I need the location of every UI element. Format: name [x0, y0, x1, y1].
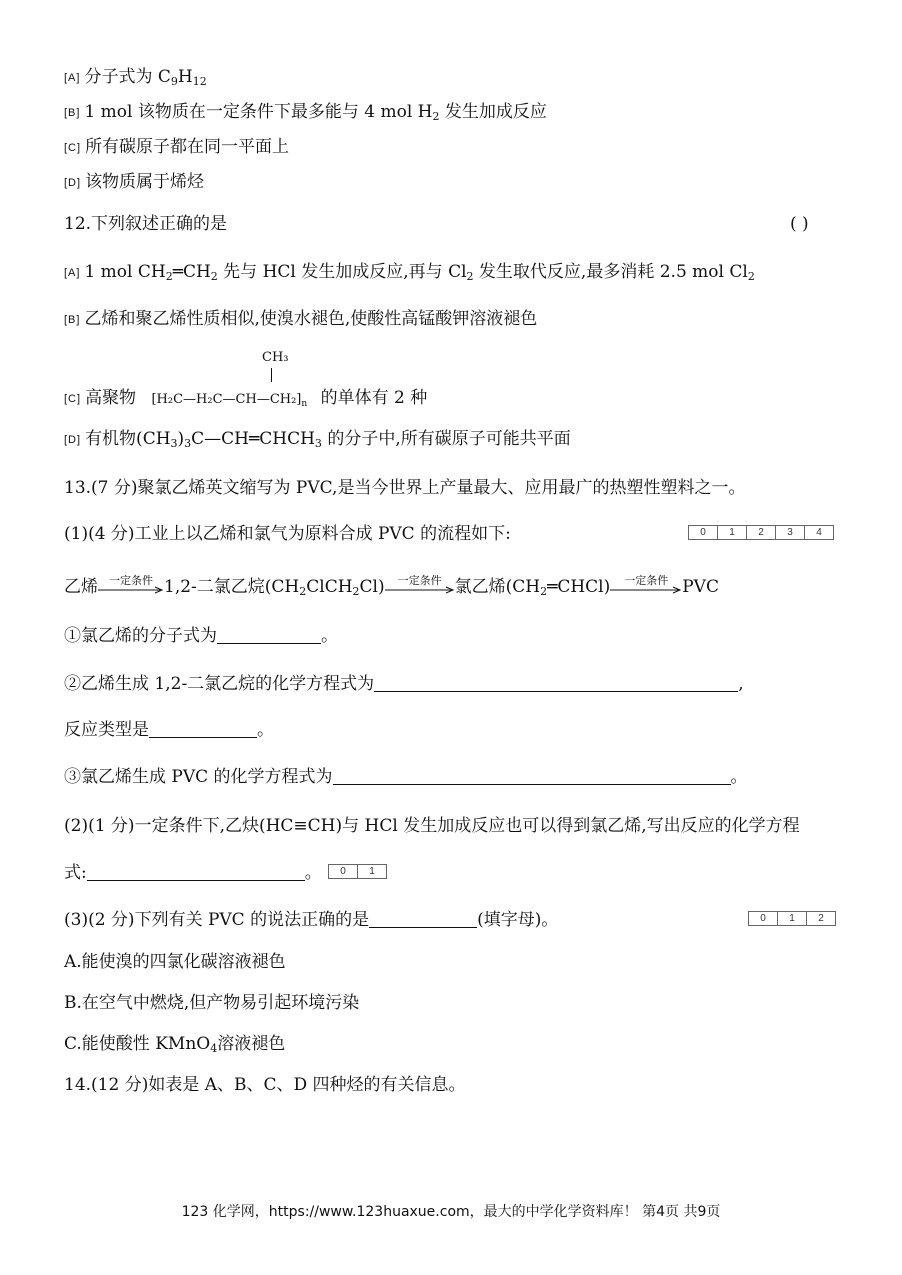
- option-text: ): [177, 429, 185, 449]
- punctuation: ,: [738, 674, 744, 694]
- subscript: 3: [184, 437, 192, 450]
- option-text: 乙烯和聚乙烯性质相似,使溴水褪色,使酸性高锰酸钾溶液褪色: [84, 309, 538, 329]
- option-text: 发生加成反应: [439, 102, 547, 122]
- option-text: 1 mol 该物质在一定条件下最多能与 4 mol H: [84, 102, 433, 122]
- option-text: 的单体有 2 种: [320, 388, 428, 408]
- q13-q1: [64, 625, 338, 647]
- subscript: 2: [747, 270, 755, 283]
- q13-part2-answer: [64, 862, 322, 884]
- q13-part2: (2)(1 分)一定条件下,乙炔(HC≡CH)与 HCl 发生加成反应也可以得到氯乙烯,写出反应的化学方程: [64, 816, 800, 836]
- subscript: 2: [432, 110, 440, 123]
- option-text: 先与 HCl 发生加成反应,再与 Cl: [217, 262, 467, 282]
- punctuation: 。: [257, 720, 274, 740]
- q14-stem: 14.(12 分)如表是 A、B、C、D 四种烃的有关信息。: [64, 1075, 466, 1095]
- synthesis-flow: [64, 576, 719, 598]
- answer-parentheses[interactable]: ( ): [790, 214, 809, 234]
- q13-q2b: [64, 719, 274, 741]
- q13-q2: [64, 673, 744, 695]
- option-tag: [C]: [64, 142, 82, 154]
- q11-option-d: [64, 171, 204, 194]
- punctuation: 。: [304, 863, 322, 883]
- score-cell[interactable]: 2: [747, 526, 776, 539]
- answer-blank[interactable]: [149, 720, 257, 738]
- punctuation: 。: [730, 767, 748, 787]
- score-box-3[interactable]: [748, 911, 836, 926]
- q13-stem: 13.(7 分)聚氯乙烯英文缩写为 PVC,是当今世界上产量最大、应用最广的热塑性塑料之一。: [64, 478, 746, 498]
- flow-step: 乙烯: [64, 577, 98, 597]
- option-tag: [A]: [64, 267, 81, 279]
- subscript: 4: [210, 1042, 218, 1055]
- question-text: ①氯乙烯的分子式为: [64, 626, 217, 646]
- q12-option-d: [64, 428, 571, 451]
- option-tag: [B]: [64, 107, 81, 119]
- answer-blank[interactable]: [374, 674, 738, 692]
- option-text: 的分子中,所有碳原子可能共平面: [321, 429, 571, 449]
- subscript: n: [301, 399, 308, 409]
- score-cell[interactable]: 4: [816, 527, 822, 538]
- option-text: C.能使酸性 KMnO: [64, 1034, 211, 1054]
- option-text: 该物质属于烯烃: [85, 172, 205, 192]
- q13-option-a: A.能使溴的四氯化碳溶液褪色: [64, 952, 286, 972]
- score-box-1[interactable]: [688, 525, 834, 540]
- q13-q3: [64, 766, 748, 788]
- option-text: 溶液褪色: [217, 1034, 286, 1054]
- score-cell[interactable]: 1: [718, 526, 747, 539]
- arrow-condition: 一定条件: [397, 574, 442, 587]
- score-cell[interactable]: 0: [689, 526, 718, 539]
- arrow-condition: 一定条件: [109, 574, 153, 587]
- score-cell[interactable]: 0: [329, 865, 358, 878]
- option-text: 有机物(CH: [85, 429, 171, 449]
- q12-option-a: [64, 261, 755, 284]
- score-cell[interactable]: 0: [749, 912, 778, 925]
- option-tag: [B]: [64, 314, 81, 326]
- flow-step: 1,2-二氯乙烷(CH: [164, 577, 300, 597]
- answer-blank[interactable]: [87, 863, 305, 881]
- option-text: 高聚物: [85, 388, 137, 408]
- polymer-formula: [H₂C—H₂C—CH—CH₂]: [151, 392, 302, 407]
- subscript: 3: [314, 437, 322, 450]
- subscript: 2: [540, 585, 548, 598]
- question-text: ③氯乙烯生成 PVC 的化学方程式为: [64, 767, 333, 787]
- q12-option-b: [64, 308, 537, 331]
- reaction-arrow: [610, 574, 682, 594]
- option-text: 所有碳原子都在同一平面上: [85, 137, 290, 157]
- question-text: (填字母)。: [477, 910, 559, 930]
- question-text: ②乙烯生成 1,2-二氯乙烷的化学方程式为: [64, 674, 375, 694]
- subscript: 12: [192, 75, 207, 88]
- branch-bond: [271, 368, 272, 382]
- flow-step: PVC: [682, 577, 719, 597]
- subscript: 2: [165, 270, 173, 283]
- answer-blank[interactable]: [369, 910, 477, 928]
- q11-option-a: [64, 66, 207, 89]
- q13-option-c: [64, 1033, 285, 1055]
- score-box-2[interactable]: [328, 864, 387, 879]
- score-cell[interactable]: 2: [818, 913, 824, 924]
- option-tag: [A]: [64, 72, 81, 84]
- option-text: 分子式为 C: [84, 67, 171, 87]
- methyl-branch: CH₃: [262, 350, 289, 365]
- option-tag: [D]: [64, 434, 82, 446]
- option-text: C—CH═CHCH: [191, 429, 315, 449]
- flow-step: Cl): [359, 577, 385, 597]
- q11-option-b: [64, 101, 547, 124]
- question-text: 式:: [64, 863, 87, 883]
- option-text: H: [177, 67, 193, 87]
- score-cell[interactable]: 1: [369, 866, 375, 877]
- q13-part3: [64, 909, 558, 931]
- question-text: 反应类型是: [64, 720, 149, 740]
- answer-blank[interactable]: [217, 626, 321, 644]
- q12-stem: 12.下列叙述正确的是: [64, 214, 228, 234]
- option-text: 1 mol CH: [84, 262, 166, 282]
- subscript: 2: [352, 585, 360, 598]
- score-cell[interactable]: 1: [778, 912, 807, 925]
- q11-option-c: [64, 136, 289, 159]
- score-cell[interactable]: 3: [776, 526, 805, 539]
- answer-blank[interactable]: [333, 767, 731, 785]
- arrow-condition: 一定条件: [624, 574, 669, 587]
- flow-step: ClCH: [306, 577, 353, 597]
- punctuation: 。: [321, 626, 338, 646]
- q13-option-b: B.在空气中燃烧,但产物易引起环境污染: [64, 993, 360, 1013]
- q12-option-c: [64, 387, 427, 411]
- question-text: (3)(2 分)下列有关 PVC 的说法正确的是: [64, 910, 370, 930]
- q13-part1: (1)(4 分)工业上以乙烯和氯气为原料合成 PVC 的流程如下:: [64, 524, 511, 544]
- subscript: 9: [170, 75, 178, 88]
- option-tag: [D]: [64, 177, 82, 189]
- option-text: ═CH: [172, 262, 211, 282]
- subscript: 3: [170, 437, 178, 450]
- option-tag: [C]: [64, 393, 82, 405]
- subscript: 2: [466, 270, 474, 283]
- reaction-arrow: [98, 574, 164, 594]
- reaction-arrow: [385, 574, 455, 594]
- option-text: 发生取代反应,最多消耗 2.5 mol Cl: [473, 262, 748, 282]
- flow-step: 氯乙烯(CH: [454, 577, 541, 597]
- subscript: 2: [210, 270, 218, 283]
- page-footer: 123 化学网，https://www.123huaxue.com，最大的中学化学资料库！ 第4页 共9页: [181, 1204, 721, 1220]
- flow-step: ═CHCl): [547, 577, 611, 597]
- subscript: 2: [299, 585, 307, 598]
